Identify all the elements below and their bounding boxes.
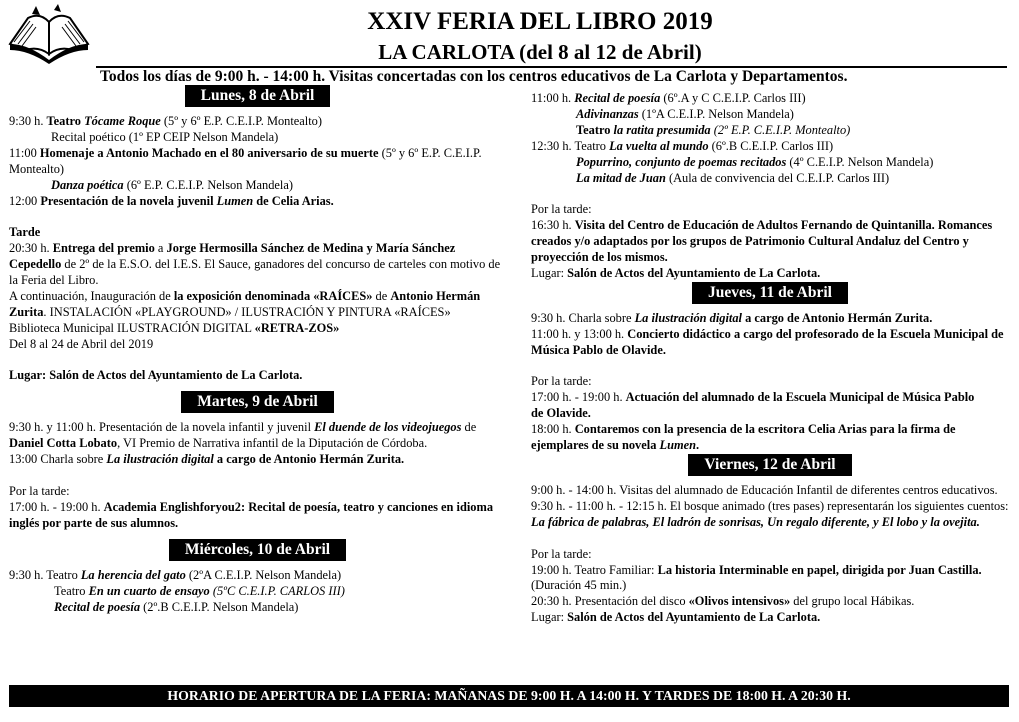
day-heading-martes: Martes, 9 de Abril bbox=[181, 391, 334, 413]
event-item: 18:00 h. Contaremos con la presencia de la escritora Celia Arias para la firma de ejemplares de su novela Lumen. bbox=[531, 422, 956, 453]
event-item: 11:00 Homenaje a Antonio Machado en el 80 aniversario de su muerte (5º y 6º E.P. C.E.I.P. Montealto) bbox=[9, 145, 482, 176]
opening-hours-banner: HORARIO DE APERTURA DE LA FERIA: MAÑANAS DE 9:00 H. A 14:00 H. Y TARDES DE 18:00 H. A 20:30 H. bbox=[9, 685, 1009, 707]
open-book-icon bbox=[6, 4, 92, 66]
event-item: 20:30 h. Presentación del disco «Olivos intensivos» del grupo local Hábikas. bbox=[531, 594, 915, 609]
event-item: Teatro la ratita presumida (2º E.P. C.E.I.P. Montealto) bbox=[576, 122, 851, 137]
section-label: Tarde bbox=[9, 225, 41, 240]
event-item: 19:00 h. Teatro Familiar: La historia Interminable en papel, dirigida por Juan Castilla. (Duración 45 min.) bbox=[531, 562, 982, 593]
day-heading-viernes: Viernes, 12 de Abril bbox=[688, 454, 851, 476]
event-item: 9:30 h. - 11:00 h. - 12:15 h. El bosque animado (tres pases) representarán los siguientes cuentos: La fábrica de palabras, El ladrón de sonrisas, Un regalo diferente, y El lobo y la ovejita. bbox=[531, 498, 1009, 529]
venue: Lugar: Salón de Actos del Ayuntamiento de La Carlota. bbox=[531, 265, 821, 280]
event-item: 11:00 h. y 13:00 h. Concierto didáctico a cargo del profesorado de la Escuela Municipal de Música Pablo de Olavide. bbox=[531, 326, 1004, 357]
section-label: Por la tarde: bbox=[9, 483, 70, 498]
event-item: Danza poética (6º E.P. C.E.I.P. Nelson Mandela) bbox=[51, 177, 294, 192]
event-item: Del 8 al 24 de Abril del 2019 bbox=[9, 336, 154, 351]
event-item: 9:30 h. Teatro Tócame Roque (5º y 6º E.P. C.E.I.P. Montealto) bbox=[9, 114, 322, 128]
page-title: XXIV FERIA DEL LIBRO 2019 bbox=[367, 8, 713, 35]
event-item: Recital de poesía (2º.B C.E.I.P. Nelson Mandela) bbox=[54, 599, 299, 614]
event-item: 11:00 h. Recital de poesía (6º.A y C C.E.I.P. Carlos III) bbox=[531, 91, 806, 105]
section-label: Por la tarde: bbox=[531, 202, 592, 217]
event-item: 9:30 h. y 11:00 h. Presentación de la novela infantil y juvenil El duende de los videojuegos de Daniel Cotta Lobato, VI Premio de Narrativa infantil de la Diputación de Córdoba. bbox=[9, 420, 477, 451]
page-subtitle: LA CARLOTA (del 8 al 12 de Abril) bbox=[378, 40, 702, 64]
venue: Lugar: Salón de Actos del Ayuntamiento de La Carlota. bbox=[9, 368, 303, 383]
event-item: Biblioteca Municipal ILUSTRACIÓN DIGITAL «RETRA-ZOS» bbox=[9, 320, 340, 335]
section-label: Por la tarde: bbox=[531, 546, 592, 561]
day-heading-jueves: Jueves, 11 de Abril bbox=[692, 282, 848, 304]
event-item: 9:30 h. Teatro La herencia del gato (2ºA C.E.I.P. Nelson Mandela) bbox=[9, 567, 342, 582]
event-item: Teatro En un cuarto de ensayo (5ºC C.E.I.P. CARLOS III) bbox=[54, 583, 345, 598]
day-heading-miercoles: Miércoles, 10 de Abril bbox=[169, 539, 346, 561]
event-item: 9:00 h. - 14:00 h. Visitas del alumnado de Educación Infantil de diferentes centros educativos. bbox=[531, 483, 998, 497]
left-column bbox=[9, 85, 506, 615]
event-item: Adivinanzas (1ºA C.E.I.P. Nelson Mandela) bbox=[576, 106, 794, 121]
event-item: La mitad de Juan (Aula de convivencia del C.E.I.P. Carlos III) bbox=[576, 170, 890, 185]
event-item: 16:30 h. Visita del Centro de Educación de Adultos Fernando de Quintanilla. Romances creados y/o adaptados por los grupos de Patrimonio Cultural Andaluz del Centro y proyección de los mismos. bbox=[531, 218, 993, 265]
event-item: 17:00 h. - 19:00 h. Actuación del alumnado de la Escuela Municipal de Música Pablo bbox=[531, 390, 975, 405]
section-label: Por la tarde: bbox=[531, 374, 592, 389]
event-item: A continuación, Inauguración de la exposición denominada «RAÍCES» de Antonio Hermán Zurita. INSTALACIÓN «PLAYGROUND» / ILUSTRACIÓN Y PINTURA «RAÍCES» bbox=[9, 288, 481, 319]
event-item: 20:30 h. Entrega del premio a Jorge Hermosilla Sánchez de Medina y María Sánchez Cepedello de 2º de la E.S.O. del I.E.S. El Sauce, ganadores del concurso de carteles con motivo de la Feria del Libro. bbox=[9, 241, 501, 288]
event-item: 13:00 Charla sobre La ilustración digital a cargo de Antonio Hermán Zurita. bbox=[9, 452, 405, 467]
event-item: 12:30 h. Teatro La vuelta al mundo (6º.B C.E.I.P. Carlos III) bbox=[531, 138, 834, 153]
event-item: Popurrino, conjunto de poemas recitados (4º C.E.I.P. Nelson Mandela) bbox=[576, 154, 934, 169]
event-item: 17:00 h. - 19:00 h. Academia Englishforyou2: Recital de poesía, teatro y canciones en idioma inglés por parte de sus alumnos. bbox=[9, 499, 494, 530]
venue: Lugar: Salón de Actos del Ayuntamiento de La Carlota. bbox=[531, 610, 821, 625]
day-heading-lunes: Lunes, 8 de Abril bbox=[185, 85, 331, 107]
event-item: 9:30 h. Charla sobre La ilustración digital a cargo de Antonio Hermán Zurita. bbox=[531, 310, 933, 325]
right-column bbox=[531, 91, 1009, 626]
event-item: 12:00 Presentación de la novela juvenil Lumen de Celia Arias. bbox=[9, 193, 334, 208]
event-item: Recital poético (1º EP CEIP Nelson Mandela) bbox=[51, 129, 279, 144]
daily-schedule: Todos los días de 9:00 h. - 14:00 h. Visitas concertadas con los centros educativos de La Carlota y Departamentos. bbox=[100, 68, 848, 85]
event-item: de Olavide. bbox=[531, 406, 591, 421]
